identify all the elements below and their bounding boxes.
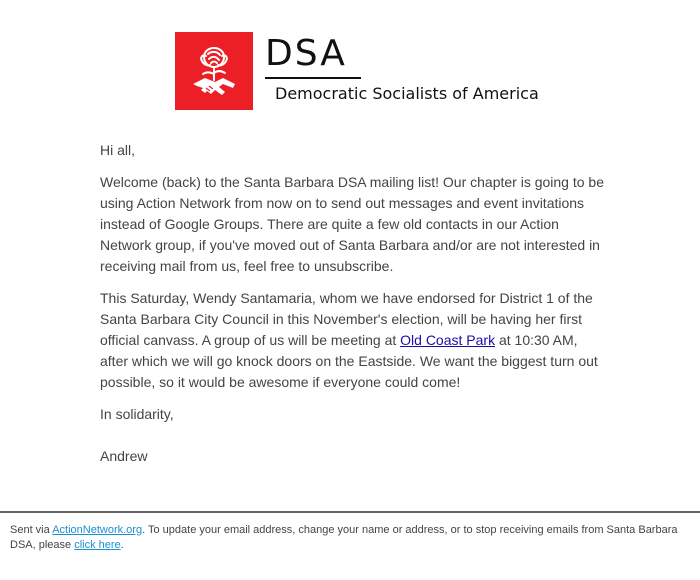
logo-wordmark [265, 32, 539, 110]
email-paragraph-canvass [100, 288, 605, 393]
email-closing: In solidarity, [100, 406, 174, 422]
footer-sent-via: Sent via [10, 524, 53, 536]
email-signature: Andrew [100, 448, 148, 464]
footer-end: . [120, 539, 124, 551]
email-paragraph-welcome: Welcome (back) to the Santa Barbara DSA mailing list! Our chapter is going to be using Action Network from now on to send out messages and event invitations instead of Google Groups. There are quite a few old contacts in our Action Network group, if you've moved out of Santa Barbara and/or are not interested in receiving mail from us, feel free to unsubscribe. [100, 174, 604, 274]
old-coast-park-link[interactable]: Old Coast Park [400, 332, 496, 348]
logo-divider [265, 77, 361, 79]
email-body [100, 140, 605, 478]
rose-handshake-icon [175, 32, 253, 110]
click-here-link[interactable]: click here [74, 539, 121, 551]
footer-unsubscribe-text: . To update your email address, change your name or address, or to stop receiving emails from Santa Barbara DSA, please [10, 524, 678, 551]
logo-abbreviation: DSA [265, 33, 347, 74]
logo-organization-name: Democratic Socialists of America [275, 84, 539, 103]
canvass-text-after: at 10:30 AM, after which we will go knock doors on the Eastside. We want the biggest turn out possible, so it would be awesome if everyone could come! [100, 332, 598, 390]
action-network-link[interactable]: ActionNetwork.org [52, 524, 143, 536]
canvass-text-before: This Saturday, Wendy Santamaria, whom we have endorsed for District 1 of the Santa Barbara City Council in this November's election, will be having her first official canvass. A group of us will be meeting at [100, 290, 593, 348]
email-greeting: Hi all, [100, 142, 136, 158]
dsa-logo [175, 32, 539, 110]
email-footer [0, 511, 700, 553]
